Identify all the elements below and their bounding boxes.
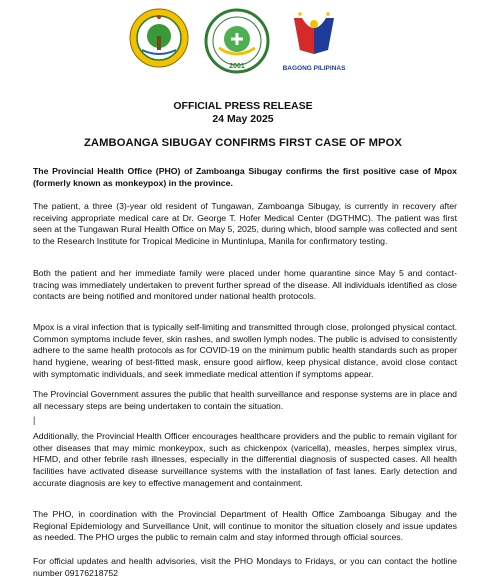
body-paragraph: For official updates and health advisories, visit the PHO Mondays to Fridays, or you can contact the hotline number 09176218752 bbox=[33, 556, 457, 578]
body-paragraph: The PHO, in coordination with the Provincial Department of Health Office Zamboanga Sibugay and the Regional Epidemiology and Surveillance Unit, will continue to monitor the situation closely and issue updates as needed. The PHO urges the public to remain calm and stay informed through official sources. bbox=[33, 509, 457, 543]
paragraph-mpox-info bbox=[33, 322, 457, 381]
release-label: OFFICIAL PRESS RELEASE bbox=[173, 100, 313, 112]
body-paragraph: Both the patient and her immediate family were placed under home quarantine since May 5 and contact-tracing was immediately undertaken to prevent further spread of the disease. All individuals identified as close contacts are being notified and monitored under national health protocols. bbox=[33, 268, 457, 302]
seal-year: 2001 bbox=[229, 63, 245, 70]
lead-paragraph: The Provincial Health Office (PHO) of Zamboanga Sibugay confirms the first positive case of Mpox (formerly known as monkeypox) in the province. bbox=[33, 166, 457, 188]
seal-icon bbox=[128, 6, 190, 72]
body-paragraph: The Provincial Government assures the public that health surveillance and response systems are in place and all necessary steps are being undertaken to contain the situation. bbox=[33, 389, 457, 411]
seal-icon bbox=[204, 8, 270, 74]
body-paragraph: The patient, a three (3)-year old resident of Tungawan, Zamboanga Sibugay, is currently in recovery after receiving appropriate medical care at Dr. George T. Hofer Medical Center (DGTHMC). The patient was first seen at the Tungawan Rural Health Office on May 5, 2025, during which, blood sample was collected and sent to the Research Institute for Tropical Medicine in Muntinlupa, Manila for confirmatory testing. bbox=[33, 201, 457, 247]
paragraph-lead bbox=[33, 166, 457, 189]
text-cursor: | bbox=[33, 415, 36, 425]
paragraph-coordination bbox=[33, 509, 457, 544]
paragraph-government bbox=[33, 389, 457, 412]
body-paragraph: Additionally, the Provincial Health Officer encourages healthcare providers and the public to remain vigilant for other diseases that may mimic monkeypox, such as chickenpox (varicella), measles, herpes simplex virus, HFMD, and other febrile rash illnesses, especially in the differential diagnosis of suspected cases. All health facilities have activated disease surveillance systems with the installation of fast lanes. Early detection and accurate diagnosis are key to effective management and containment. bbox=[33, 431, 457, 488]
paragraph-hotline bbox=[33, 556, 457, 579]
paragraph-surveillance bbox=[33, 431, 457, 490]
release-header bbox=[0, 100, 486, 126]
paragraph-patient bbox=[33, 201, 457, 248]
bagong-pilipinas-label: BAGONG PILIPINAS bbox=[282, 65, 346, 72]
header-logos bbox=[0, 6, 486, 78]
body-paragraph: Mpox is a viral infection that is typically self-limiting and transmitted through close, prolonged physical contact. Common symptoms include fever, skin rashes, and swollen lymph nodes. The public is advised to consistently adhere to the same health protocols as for COVID-19 on the minimum public health standards such as proper hand hygiene, wearing of best-fitted mask, ensure good airflow, keep physical distance, avoid close contact with symptomatic individuals, and seek immediate medical attention if symptoms appear. bbox=[33, 322, 457, 379]
paragraph-quarantine bbox=[33, 268, 457, 303]
headline: ZAMBOANGA SIBUGAY CONFIRMS FIRST CASE OF MPOX bbox=[84, 137, 402, 149]
release-date: 24 May 2025 bbox=[212, 113, 274, 125]
bagong-pilipinas-icon bbox=[282, 8, 346, 66]
